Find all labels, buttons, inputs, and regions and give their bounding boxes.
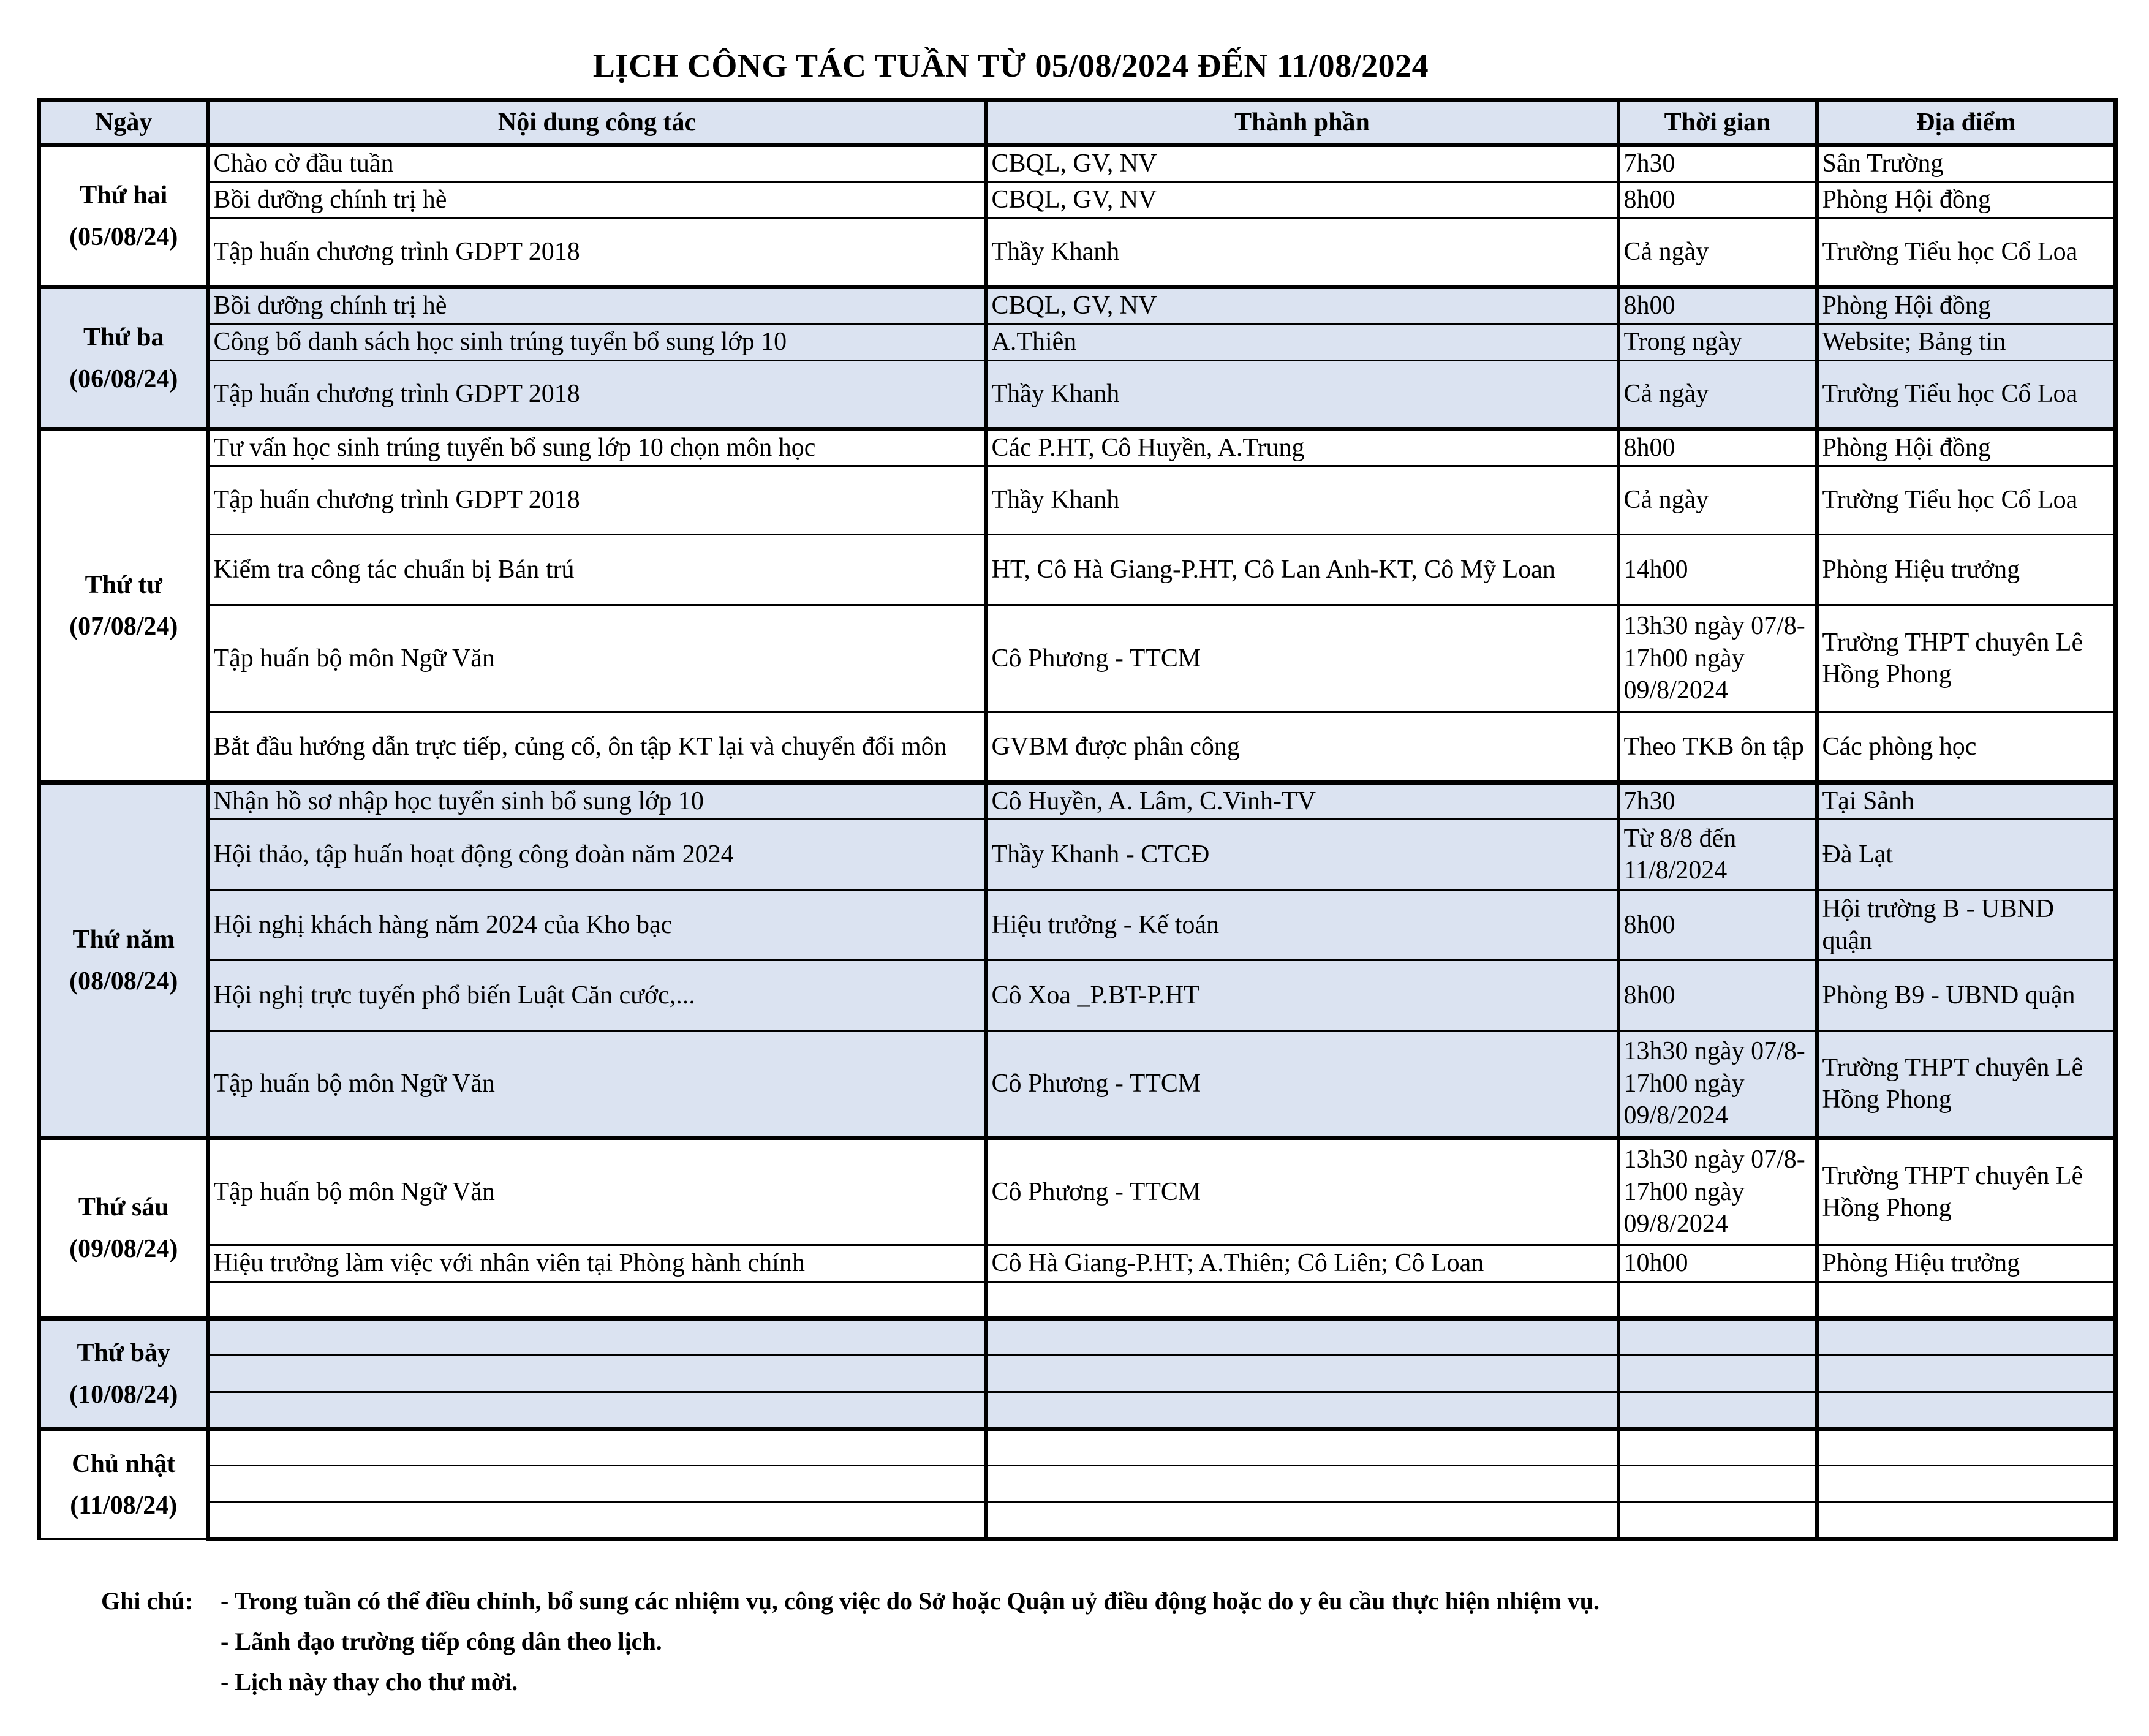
- note-text: - Lãnh đạo trường tiếp công dân theo lịch.: [221, 1628, 662, 1655]
- members-cell: Cô Hà Giang-P.HT; A.Thiên; Cô Liên; Cô Loan: [986, 1245, 1618, 1282]
- place-cell: Sân Trường: [1817, 145, 2116, 182]
- day-cell: [39, 783, 208, 1138]
- members-cell: Các P.HT, Cô Huyền, A.Trung: [986, 429, 1618, 466]
- table-row: [39, 219, 2116, 287]
- place-cell: Phòng B9 - UBND quận: [1817, 960, 2116, 1031]
- time-cell: 7h30: [1618, 783, 1817, 820]
- task-cell: Chào cờ đầu tuần: [208, 145, 986, 182]
- note-text: - Trong tuần có thể điều chỉnh, bổ sung các nhiệm vụ, công việc do Sở hoặc Quận uỷ điều động hoặc do y êu cầu thực hiện nhiệm vụ.: [221, 1587, 1599, 1615]
- time-cell: Theo TKB ôn tập: [1618, 712, 1817, 783]
- task-cell: Tập huấn chương trình GDPT 2018: [208, 219, 986, 287]
- table-row: [39, 1245, 2116, 1282]
- place-cell: Website; Bảng tin: [1817, 324, 2116, 361]
- task-cell: Bắt đầu hướng dẫn trực tiếp, củng cố, ôn tập KT lại và chuyển đổi môn: [208, 712, 986, 783]
- task-cell: Công bố danh sách học sinh trúng tuyển bổ sung lớp 10: [208, 324, 986, 361]
- place-cell: [1817, 1392, 2116, 1429]
- schedule-body: [39, 145, 2116, 1539]
- time-cell: 8h00: [1618, 429, 1817, 466]
- table-row: [39, 1429, 2116, 1466]
- task-cell: Bồi dưỡng chính trị hè: [208, 182, 986, 219]
- header-content: Nội dung công tác: [208, 100, 986, 145]
- table-row: [39, 712, 2116, 783]
- place-cell: Tại Sảnh: [1817, 783, 2116, 820]
- time-cell: Cả ngày: [1618, 466, 1817, 535]
- task-cell: Kiểm tra công tác chuẩn bị Bán trú: [208, 535, 986, 605]
- note-line: [101, 1627, 1599, 1667]
- day-name: Thứ tư: [85, 571, 162, 599]
- table-row: [39, 324, 2116, 361]
- table-row: [39, 1392, 2116, 1429]
- members-cell: Cô Xoa _P.BT-P.HT: [986, 960, 1618, 1031]
- time-cell: [1618, 1282, 1817, 1319]
- members-cell: [986, 1282, 1618, 1319]
- table-row: [39, 145, 2116, 182]
- place-cell: Trường Tiểu học Cổ Loa: [1817, 219, 2116, 287]
- day-date: (06/08/24): [69, 364, 178, 393]
- table-row: [39, 466, 2116, 535]
- task-cell: [208, 1319, 986, 1356]
- table-row: [39, 182, 2116, 219]
- table-row: [39, 890, 2116, 960]
- task-cell: [208, 1466, 986, 1503]
- day-name: Thứ năm: [72, 925, 175, 954]
- table-row: [39, 535, 2116, 605]
- members-cell: [986, 1466, 1618, 1503]
- task-cell: Hội nghị khách hàng năm 2024 của Kho bạc: [208, 890, 986, 960]
- day-date: (11/08/24): [70, 1491, 178, 1520]
- place-cell: Trường Tiểu học Cổ Loa: [1817, 361, 2116, 429]
- task-cell: [208, 1282, 986, 1319]
- time-cell: 8h00: [1618, 960, 1817, 1031]
- members-cell: Cô Phương - TTCM: [986, 1138, 1618, 1245]
- time-cell: Trong ngày: [1618, 324, 1817, 361]
- place-cell: Trường THPT chuyên Lê Hồng Phong: [1817, 1031, 2116, 1138]
- members-cell: [986, 1429, 1618, 1466]
- table-row: [39, 820, 2116, 890]
- place-cell: [1817, 1466, 2116, 1503]
- time-cell: [1618, 1503, 1817, 1539]
- day-name: Thứ hai: [80, 181, 168, 209]
- members-cell: Cô Phương - TTCM: [986, 1031, 1618, 1138]
- time-cell: [1618, 1429, 1817, 1466]
- members-cell: [986, 1503, 1618, 1539]
- members-cell: HT, Cô Hà Giang-P.HT, Cô Lan Anh-KT, Cô Mỹ Loan: [986, 535, 1618, 605]
- members-cell: Thầy Khanh - CTCĐ: [986, 820, 1618, 890]
- members-cell: Thầy Khanh: [986, 219, 1618, 287]
- notes-label: Ghi chú:: [101, 1587, 194, 1615]
- note-text: - Lịch này thay cho thư mời.: [221, 1668, 518, 1696]
- table-row: [39, 1356, 2116, 1392]
- time-cell: Cả ngày: [1618, 219, 1817, 287]
- day-name: Thứ ba: [83, 323, 164, 352]
- place-cell: Phòng Hội đồng: [1817, 182, 2116, 219]
- time-cell: Từ 8/8 đến 11/8/2024: [1618, 820, 1817, 890]
- header-row: [39, 100, 2116, 145]
- day-date: (08/08/24): [69, 967, 178, 995]
- day-cell: [39, 429, 208, 783]
- time-cell: 13h30 ngày 07/8-17h00 ngày 09/8/2024: [1618, 1031, 1817, 1138]
- place-cell: Phòng Hiệu trưởng: [1817, 1245, 2116, 1282]
- task-cell: Tư vấn học sinh trúng tuyển bổ sung lớp 10 chọn môn học: [208, 429, 986, 466]
- place-cell: Hội trường B - UBND quận: [1817, 890, 2116, 960]
- note-line: [101, 1587, 1599, 1627]
- time-cell: [1618, 1356, 1817, 1392]
- table-row: [39, 783, 2116, 820]
- members-cell: GVBM được phân công: [986, 712, 1618, 783]
- members-cell: [986, 1356, 1618, 1392]
- schedule-table: [37, 98, 2118, 1541]
- task-cell: Hiệu trưởng làm việc với nhân viên tại Phòng hành chính: [208, 1245, 986, 1282]
- time-cell: Cả ngày: [1618, 361, 1817, 429]
- table-row: [39, 1319, 2116, 1356]
- place-cell: Các phòng học: [1817, 712, 2116, 783]
- table-row: [39, 361, 2116, 429]
- day-cell: [39, 1429, 208, 1539]
- time-cell: [1618, 1319, 1817, 1356]
- place-cell: Phòng Hiệu trưởng: [1817, 535, 2116, 605]
- members-cell: CBQL, GV, NV: [986, 182, 1618, 219]
- table-row: [39, 605, 2116, 712]
- place-cell: Trường Tiểu học Cổ Loa: [1817, 466, 2116, 535]
- day-cell: [39, 287, 208, 429]
- table-row: [39, 429, 2116, 466]
- day-name: Chủ nhật: [72, 1449, 176, 1478]
- place-cell: [1817, 1356, 2116, 1392]
- members-cell: Cô Huyền, A. Lâm, C.Vinh-TV: [986, 783, 1618, 820]
- table-row: [39, 287, 2116, 324]
- task-cell: Tập huấn bộ môn Ngữ Văn: [208, 1138, 986, 1245]
- header-time: Thời gian: [1618, 100, 1817, 145]
- time-cell: 10h00: [1618, 1245, 1817, 1282]
- time-cell: 13h30 ngày 07/8-17h00 ngày 09/8/2024: [1618, 1138, 1817, 1245]
- task-cell: Hội thảo, tập huấn hoạt động công đoàn năm 2024: [208, 820, 986, 890]
- place-cell: Phòng Hội đồng: [1817, 287, 2116, 324]
- task-cell: Bồi dưỡng chính trị hè: [208, 287, 986, 324]
- notes-section: [101, 1587, 1599, 1708]
- day-cell: [39, 1319, 208, 1429]
- table-row: [39, 1138, 2116, 1245]
- task-cell: [208, 1392, 986, 1429]
- note-line: [101, 1667, 1599, 1708]
- time-cell: 8h00: [1618, 182, 1817, 219]
- day-cell: [39, 1138, 208, 1319]
- place-cell: [1817, 1282, 2116, 1319]
- page-title: LỊCH CÔNG TÁC TUẦN TỪ 05/08/2024 ĐẾN 11/08/2024: [592, 47, 1429, 84]
- members-cell: [986, 1392, 1618, 1429]
- members-cell: Thầy Khanh: [986, 361, 1618, 429]
- day-date: (10/08/24): [69, 1380, 178, 1409]
- task-cell: [208, 1503, 986, 1539]
- table-row: [39, 1031, 2116, 1138]
- place-cell: Đà Lạt: [1817, 820, 2116, 890]
- time-cell: 8h00: [1618, 890, 1817, 960]
- header-members: Thành phần: [986, 100, 1618, 145]
- day-date: (07/08/24): [69, 613, 178, 641]
- task-cell: [208, 1356, 986, 1392]
- header-date: Ngày: [39, 100, 208, 145]
- task-cell: Tập huấn chương trình GDPT 2018: [208, 361, 986, 429]
- place-cell: [1817, 1429, 2116, 1466]
- members-cell: CBQL, GV, NV: [986, 287, 1618, 324]
- time-cell: 13h30 ngày 07/8-17h00 ngày 09/8/2024: [1618, 605, 1817, 712]
- time-cell: 14h00: [1618, 535, 1817, 605]
- day-date: (05/08/24): [69, 222, 178, 251]
- time-cell: [1618, 1466, 1817, 1503]
- members-cell: Cô Phương - TTCM: [986, 605, 1618, 712]
- time-cell: [1618, 1392, 1817, 1429]
- table-row: [39, 960, 2116, 1031]
- task-cell: Tập huấn bộ môn Ngữ Văn: [208, 1031, 986, 1138]
- members-cell: CBQL, GV, NV: [986, 145, 1618, 182]
- task-cell: Nhận hồ sơ nhập học tuyển sinh bổ sung lớp 10: [208, 783, 986, 820]
- members-cell: Hiệu trưởng - Kế toán: [986, 890, 1618, 960]
- time-cell: 7h30: [1618, 145, 1817, 182]
- day-name: Thứ sáu: [78, 1193, 169, 1221]
- members-cell: A.Thiên: [986, 324, 1618, 361]
- table-row: [39, 1466, 2116, 1503]
- header-place: Địa điểm: [1817, 100, 2116, 145]
- day-cell: [39, 145, 208, 287]
- time-cell: 8h00: [1618, 287, 1817, 324]
- day-date: (09/08/24): [69, 1235, 178, 1263]
- members-cell: [986, 1319, 1618, 1356]
- task-cell: Tập huấn bộ môn Ngữ Văn: [208, 605, 986, 712]
- task-cell: Hội nghị trực tuyến phổ biến Luật Căn cước,...: [208, 960, 986, 1031]
- members-cell: Thầy Khanh: [986, 466, 1618, 535]
- place-cell: [1817, 1503, 2116, 1539]
- table-row: [39, 1503, 2116, 1539]
- task-cell: [208, 1429, 986, 1466]
- day-name: Thứ bảy: [77, 1338, 170, 1367]
- place-cell: Trường THPT chuyên Lê Hồng Phong: [1817, 1138, 2116, 1245]
- table-row: [39, 1282, 2116, 1319]
- place-cell: [1817, 1319, 2116, 1356]
- task-cell: Tập huấn chương trình GDPT 2018: [208, 466, 986, 535]
- place-cell: Phòng Hội đồng: [1817, 429, 2116, 466]
- place-cell: Trường THPT chuyên Lê Hồng Phong: [1817, 605, 2116, 712]
